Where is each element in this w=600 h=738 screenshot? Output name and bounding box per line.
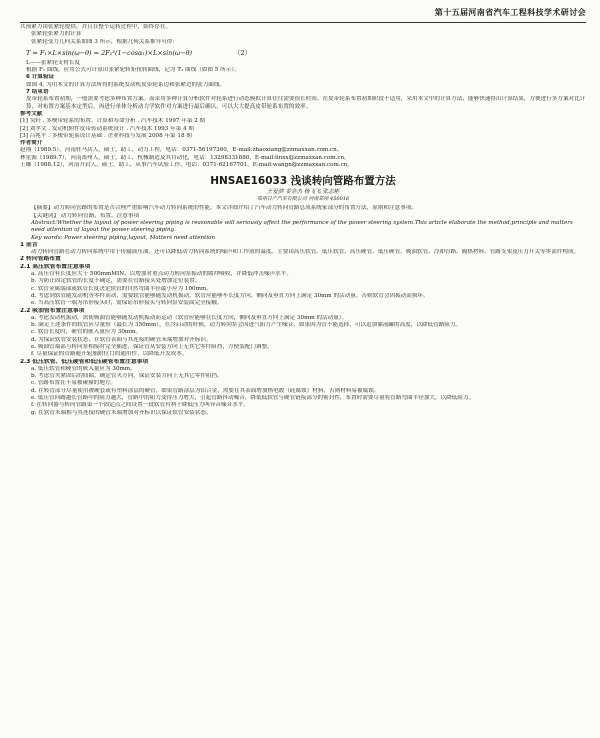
list-item: a. 考虑发动机振动，需使吸油管能够随发动机振动而运动（软管应能够在长度方向，侧向及垂直方向上满足 30mm 的活动量）。 [31, 314, 348, 321]
text-line: 根据 F₁ 曲线，应用公式可计算出张紧轮转矩扭转曲线，记为 T₁ 曲线（如图 5 所示）。 [26, 67, 240, 74]
article-authors: 王爱滨 姜金杰 杨飞飞 张志彬 [266, 189, 340, 196]
list-item: f. 在转向器与转向管路第一个固定点之间设置一段软管有利于降低压力叫异音噪音水平。 [31, 402, 249, 409]
list-item: e. 吸油管端部与转向泵相接时完全插进，保证管从安装方向上无其它零件阻挡，方便装配门调整。 [31, 343, 273, 350]
equation-body: T = F₁×L×sin(ω−θ) = 2F₁²(1−cosα₁)×L×sin(ω−θ) [26, 48, 193, 57]
reference-item: [3] 吕兆平 . 多楔带轮系设计基础 . 企业科技与发展 2008 年第 18 期 [20, 132, 192, 139]
list-item: f. 尽量保证的管路避开轮胎附位口的通用件，以降低开发成本。 [31, 351, 188, 358]
running-header [20, 8, 586, 23]
text-line: 张紧轮受力几何关系如图 3 所示，根据几何关系推导可得： [31, 38, 178, 45]
list-item: d. 在转管部分尽量使用被硬套或有塑料涂层的硬管，如果管路涂层为铝合金，需要在其表面增加热电镀（硅腐蚀）材料，否则材料易被腐蚀。 [31, 387, 380, 394]
list-item: b. 考虑管夹紧固后的间隙，确定管夹方向，保证安装方向上无其它零件阻挡。 [31, 373, 223, 380]
section-heading: 7 结束语 [26, 89, 49, 96]
article-body [20, 242, 586, 417]
text-line: 张紧轮张紧力的计算 [31, 31, 82, 38]
article-title: HNSAE16033 浅谈转向管路布置方法 [210, 175, 396, 188]
list-item: b. 满足上述条件的软管应尽量短（最长为 350mm），在冷启动的时候，动力转向泵会因进气阻力产生噪音，如果因为管不能选择，可以追加储液罐的高度，以降低管路阻力。 [31, 322, 462, 329]
list-item: g. 在软管末端相与其连接的硬管末端增加对齐标识以保证软管安装状态。 [31, 409, 212, 416]
list-item: c. 软管金属端部或软管长度决定软管的自然弯曲半径最小应为 100mm。 [31, 285, 212, 292]
page-content [20, 24, 586, 417]
list-item: d. 为保证软管安装状态，在软管表面与其连接的硬管末端增加对齐标识。 [31, 336, 212, 343]
reference-item: [2] 刘孝文 . 发动机附件皮带传动系统设计 . 汽车技术 1993 年第 4 期 [20, 125, 194, 132]
text-line: 共预紧力由张紧轮提供，并且在整个运转过程中，始终存在。 [20, 24, 172, 30]
article-affiliation: 郑州日产汽车有限公司 河南郑州 450016 [256, 196, 350, 203]
equation-number: （2） [234, 48, 252, 57]
section-heading: 1 前言 [20, 241, 38, 248]
list-item: e. 低压管回路越长管路中的阻力越大，管路中的阻力变得压力增大，引起管路抖动噪音，降低低软管与硬管链接部分的密封性，布置时需要尽量将管路弯曲半径加大，以降低阻力。 [31, 395, 475, 402]
paragraph: 皮带轮系布置初期，一般需要考虑多种布置方案。而采用多种计算分析软件对轮系进行动态模拟计算往往需要很长时间。在皮带轮系布置初期阶段不适用，采用本文中的计算方法，能够快速得出计算结果，方便进行多方案对比计算，对布置方案基本定型后，再进行单体分析动力学软件对方案进行最后确认，可以大大提高皮带轮系布置的效率。 [26, 96, 586, 110]
abstract-en: Abstract:Whether the layout of power steering piping is reasonable will seriously affect the performance of the power steering system.This article elaborate the method,principle and matters need attention of layout the power steering piping. [31, 219, 573, 234]
author-bio: 王娜（1988.12），河南开封人，硕士，助工，从事汽车试验工作，电话：0371-62167701，E-mail:wangn@zzmaxxan.com.cn。 [20, 162, 353, 169]
section-heading: 2 转向管路布置 [20, 256, 61, 263]
list-item: a. 高压管有长度应大于 500mmMIN，以增加对重点动力转向泵振动的缓冲吸收，并降低冲击噪声水平。 [31, 271, 292, 278]
list-item: c. 软管长度时，硬管的嵌入量应为 30mm。 [31, 329, 142, 336]
list-item: e. 当高压软管一端为吊形接头时，需保证吊形接头与转向泵安装面完全接触。 [31, 300, 223, 307]
author-bio-heading: 作者简介 [20, 140, 43, 147]
section-heading: 2.2 吸油管布置注意事项 [20, 307, 85, 314]
previous-article-tail [20, 24, 586, 169]
text-line: 如图 4, 为用本文的计算方法所得的系统发动机皮带轮系边和张紧边的张力曲线。 [26, 81, 226, 88]
keywords-cn: 【关键词】 动力转向管路，布置，注意事项 [31, 212, 140, 219]
keywords-en: Key words: Power steering piping,layout, Matters need attention [31, 234, 216, 241]
equation [26, 47, 586, 59]
paragraph: 动力转向管路在动力转向系统中用于传输液压油，还可以降低动力转向系统的噪声和工作液的温度。主要由高压软管、低压软管、高压硬管、低压硬管、吸油软管、冷却管路、隔热材料、管路支架及压力开关等零部件构成。 [31, 249, 580, 256]
section-heading: 2.3 低压软管、低压硬管和低压硬管布置注意事项 [20, 358, 149, 365]
abstract-cn: 【摘要】动力转向管路的布置是否合理严重影响汽车动力转向系统的性能。本文详细介绍了汽车动力转向管路总成系统家部分的布置方法，原则和注意事项。 [31, 205, 417, 212]
list-item: c. 管路布置在不易被碰撞的地方。 [31, 380, 117, 387]
references-heading: 参考文献 [20, 110, 43, 117]
section-heading: 6 计算验证 [26, 74, 55, 81]
text-line: L——张紧轮支臂长度 [26, 59, 81, 66]
list-item: b. 为防止固定软管的长度不确定，需要在管路接头处增加定位装置。 [31, 278, 201, 285]
section-heading: 2.1 高压软管布置注意事项 [20, 263, 91, 270]
author-bio: 林星源（1989.7），河南郑州人，硕士，助工，机械制造及其自动化，电话：13298331880，E-mail:linxx@zzmaxxan.com.cn。 [20, 154, 350, 161]
list-item: d. 考虑到软管随发动机等零件而动，需要软管能够随发动机振动，软管应能够车长度方向、侧向及垂直方向上满足 30mm 的活动量、否则软管会因振动而损坏。 [31, 292, 429, 299]
conference-title: 第十五届河南省汽车工程科技学术研讨会 [434, 8, 586, 17]
author-bio: 赵翔（1989.5），河南驻马店人，硕士，助工，动力工程，电话：0371-56197360，E-mail:zhaoxiang@zzmaxxan.com.cn。 [20, 147, 343, 154]
reference-item: [1] 吴轩 . 多楔带轮系的布置、计算和寿命分析 . 汽车技术 1997 年第 2 期 [20, 118, 206, 125]
list-item: a. 低压软管和硬管的嵌入量应为 30mm。 [31, 365, 136, 372]
